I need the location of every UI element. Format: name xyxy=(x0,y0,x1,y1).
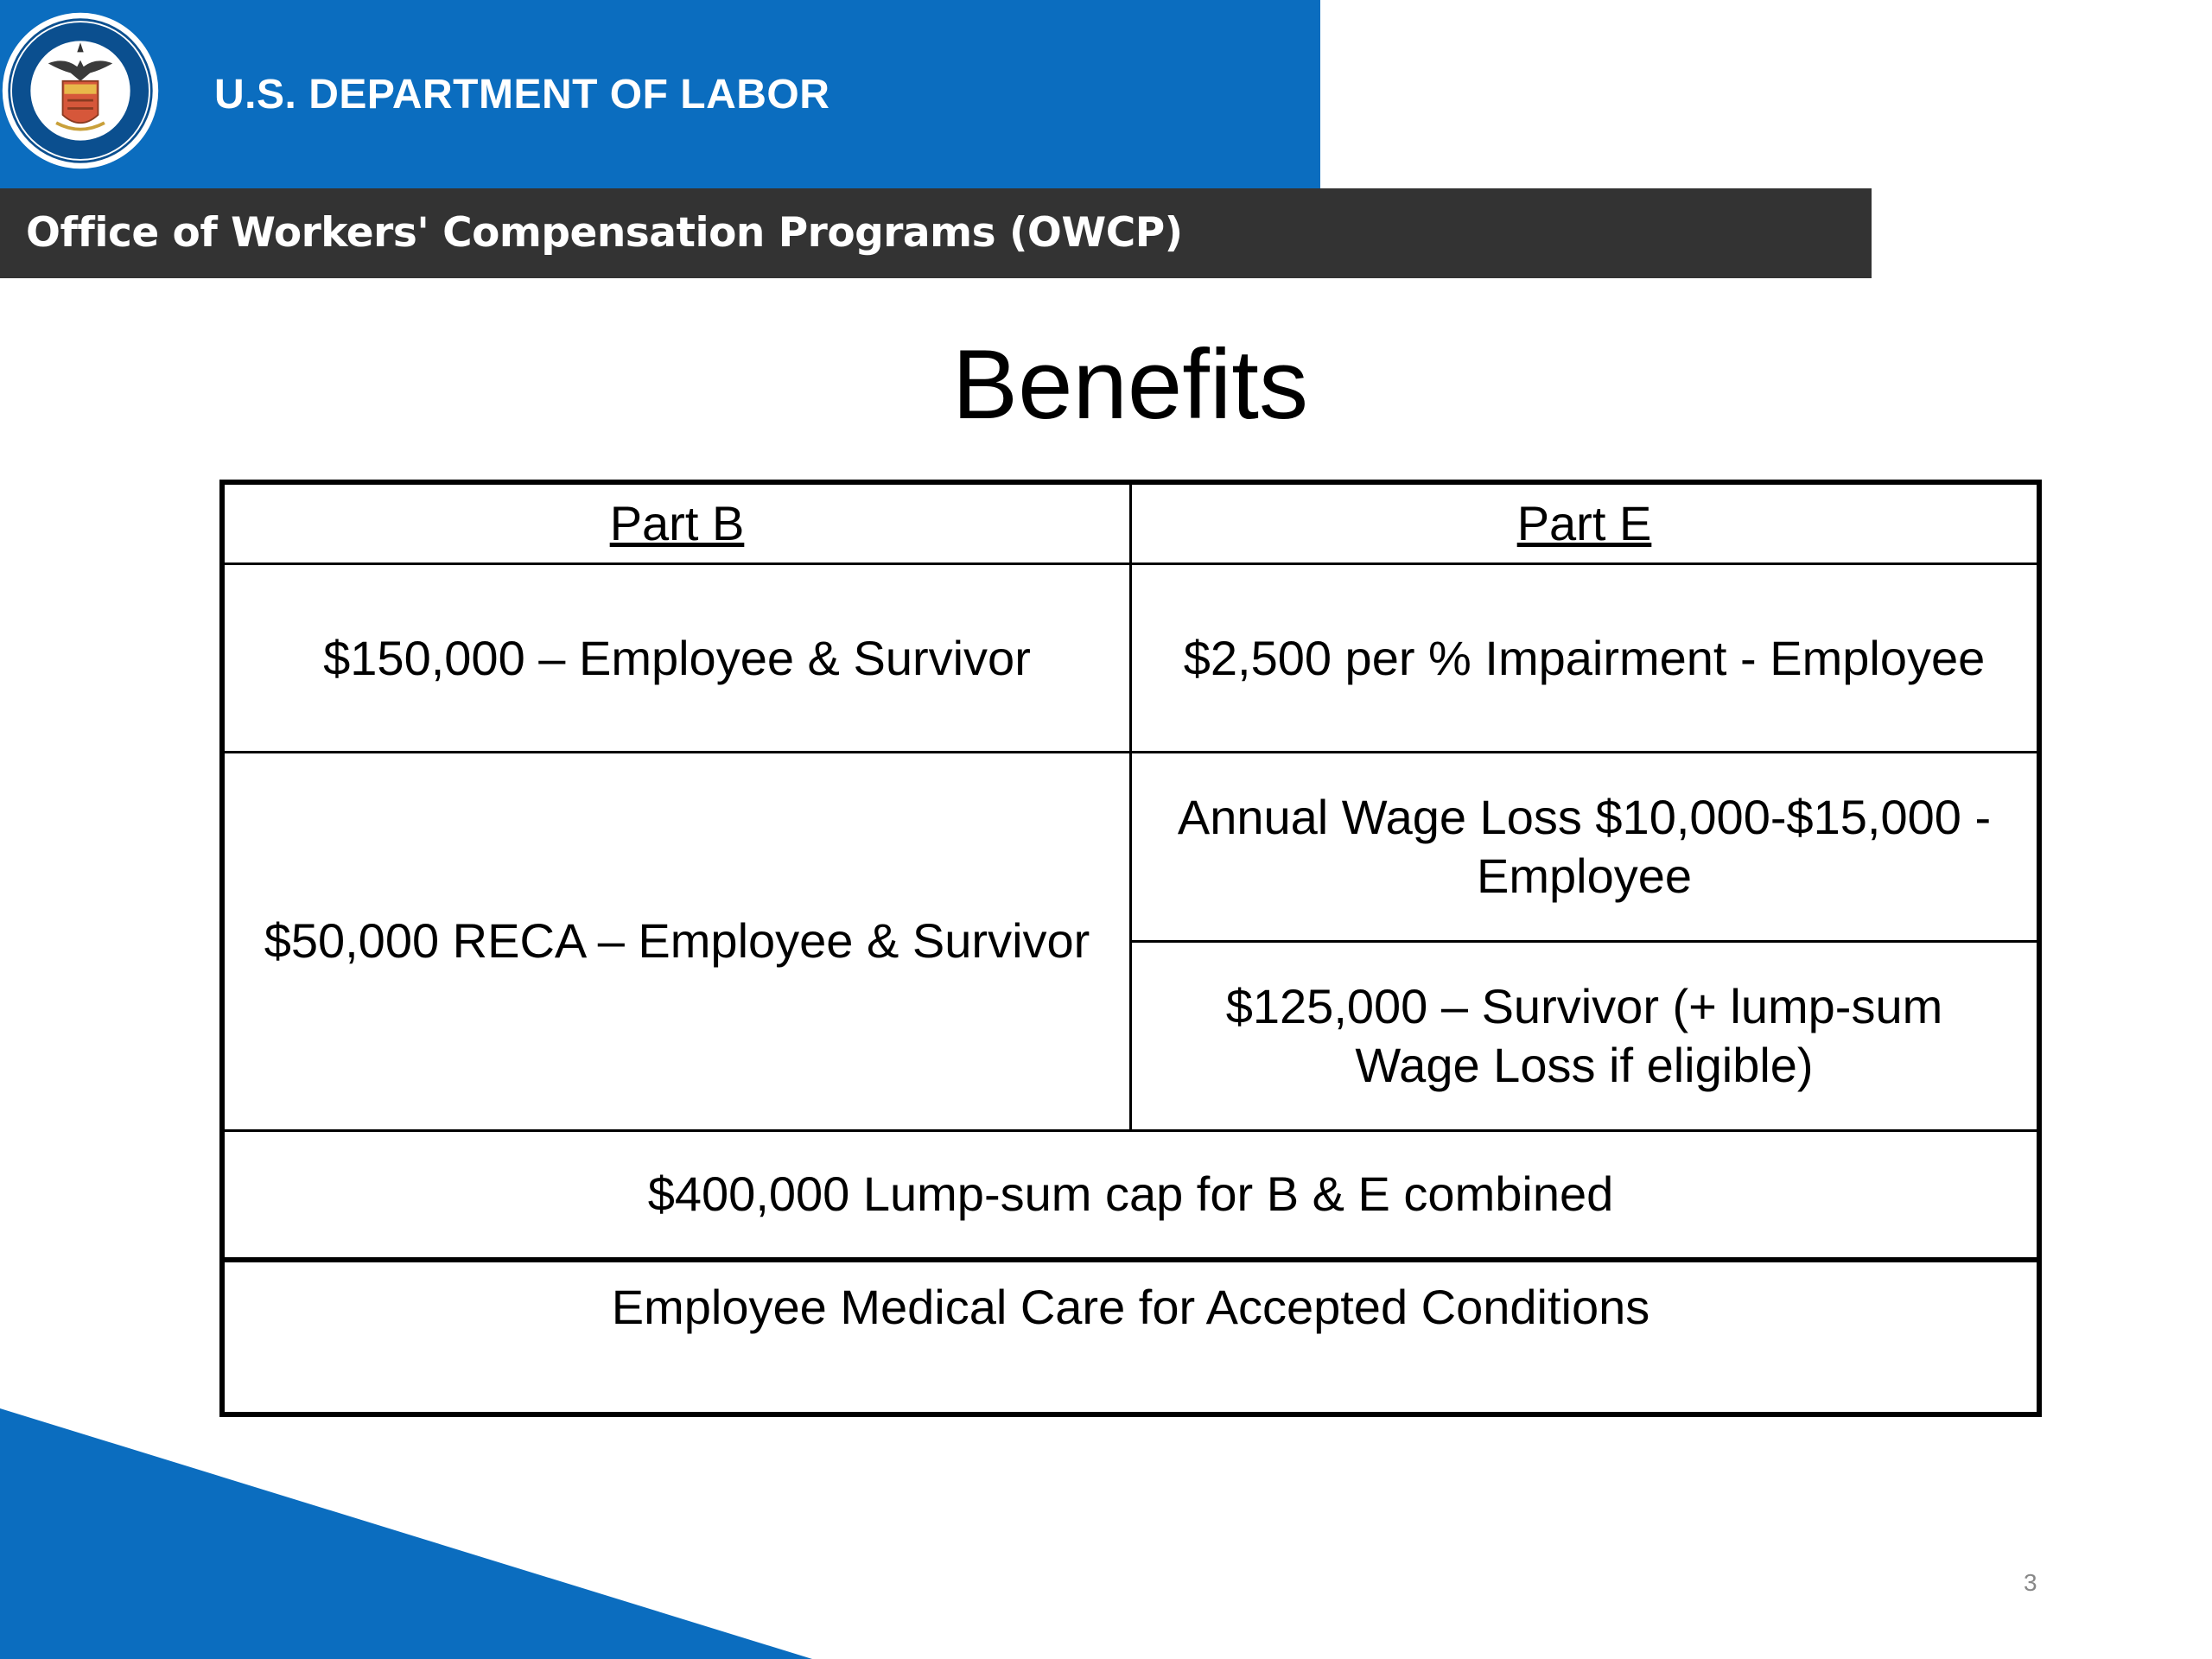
office-banner xyxy=(0,188,1872,278)
slide-title: Benefits xyxy=(952,330,1308,440)
combined-cap-cell: $400,000 Lump-sum cap for B & E combined xyxy=(222,1130,2039,1260)
office-name: Office of Workers' Compensation Programs (OWCP) xyxy=(26,209,1183,257)
page-number: 3 xyxy=(2024,1569,2037,1596)
part-e-impairment-cell: $2,500 per % Impairment - Employee xyxy=(1131,563,2040,753)
table-row xyxy=(222,1130,2039,1260)
column-header-part-b: Part B xyxy=(222,482,1131,563)
benefits-table xyxy=(219,480,2042,1417)
part-e-survivor-cell xyxy=(1131,941,2040,1130)
part-b-reca-cell: $50,000 RECA – Employee & Survivor xyxy=(222,753,1131,1130)
survivor-line-2: Wage Loss if eligible) xyxy=(1355,1037,1814,1092)
header-banner xyxy=(0,0,1320,188)
wage-loss-line-1: Annual Wage Loss $10,000-$15,000 - xyxy=(1177,790,1992,845)
medical-care-cell: Employee Medical Care for Accepted Conditions xyxy=(222,1260,2039,1414)
decorative-corner-shape xyxy=(0,1408,812,1659)
table-row xyxy=(222,1260,2039,1414)
wage-loss-line-2: Employee xyxy=(1476,849,1693,904)
column-header-part-e: Part E xyxy=(1131,482,2040,563)
table-row xyxy=(222,753,2039,942)
department-name: U.S. DEPARTMENT OF LABOR xyxy=(214,72,830,118)
dol-seal-icon xyxy=(0,10,161,171)
part-b-employee-survivor-cell: $150,000 – Employee & Survivor xyxy=(222,563,1131,753)
table-header-row xyxy=(222,482,2039,563)
table-row xyxy=(222,563,2039,753)
survivor-line-1: $125,000 – Survivor (+ lump-sum xyxy=(1225,978,1943,1033)
part-e-wage-loss-cell xyxy=(1131,753,2040,942)
